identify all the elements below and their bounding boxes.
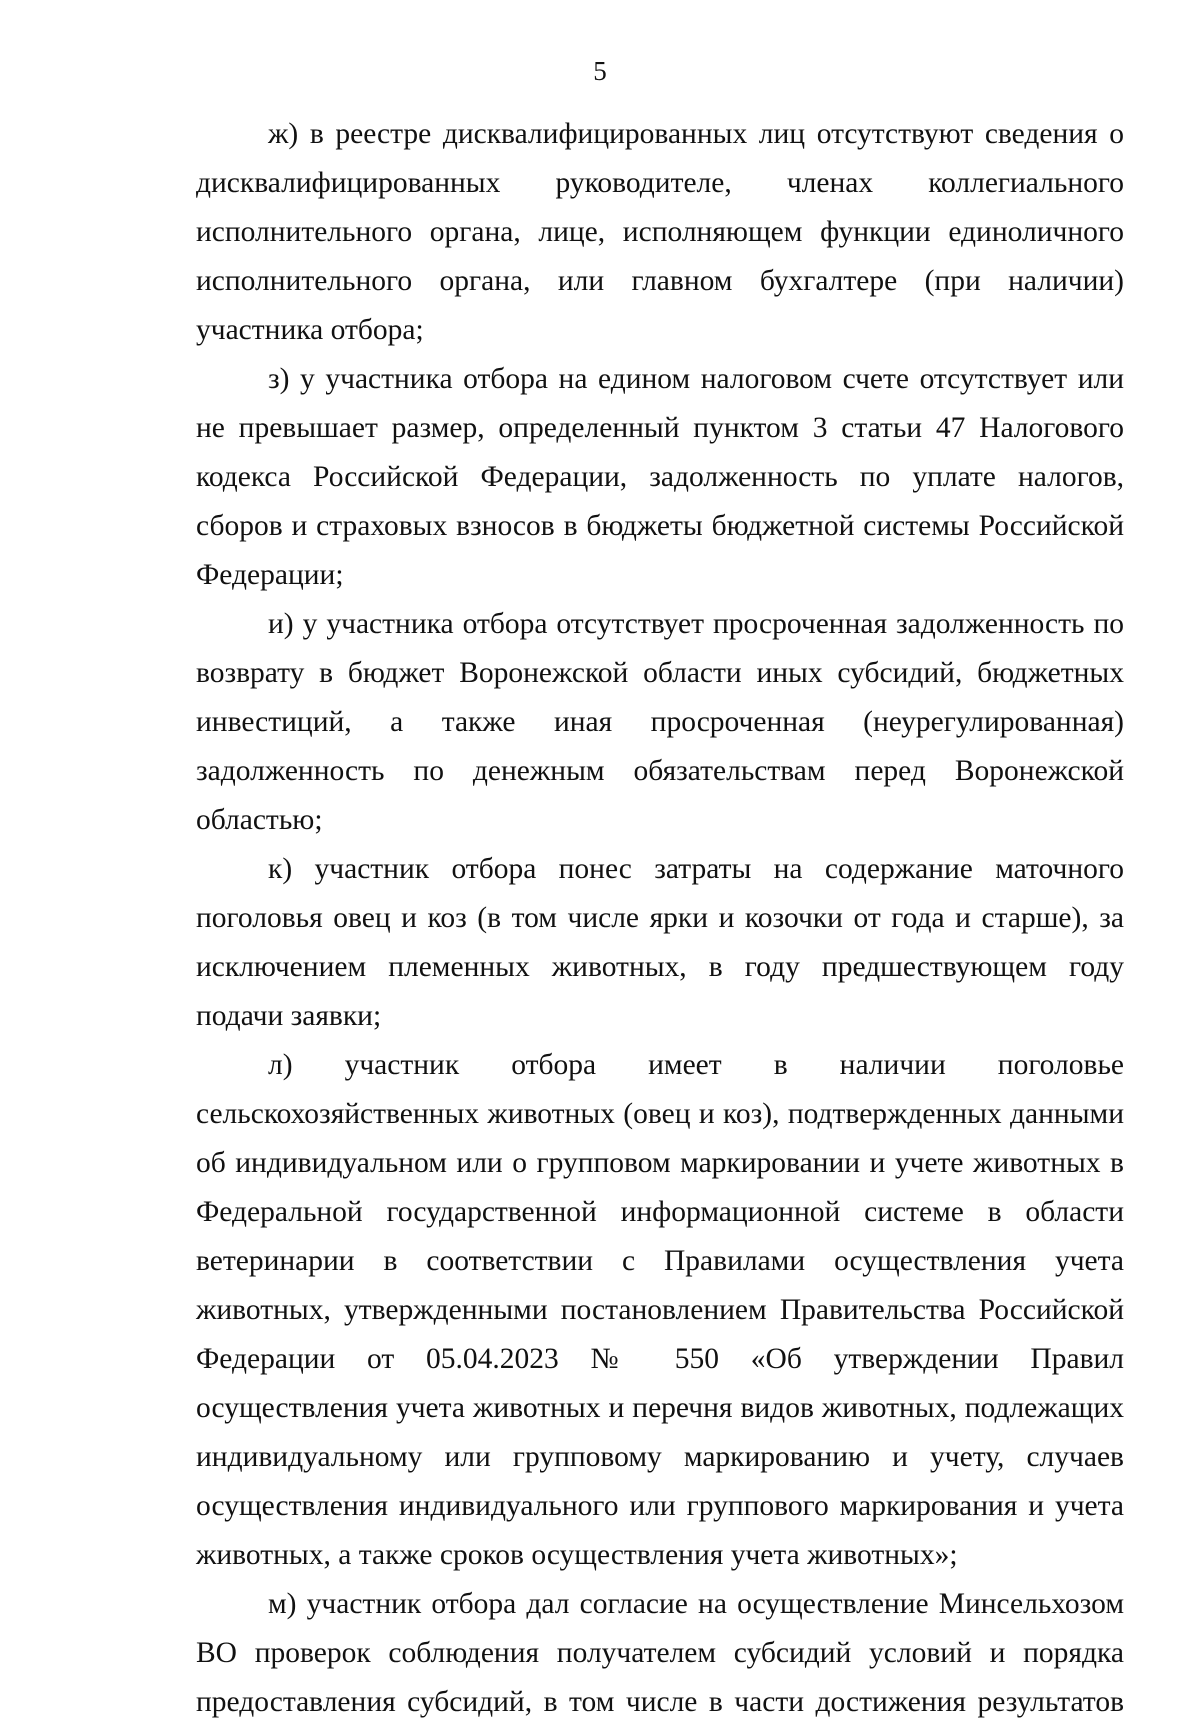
paragraph-m: м) участник отбора дал согласие на осуществление Минсельхозом ВО проверок соблюдения получателем субсидий условий и порядка предоставления субсидий, в том числе в части достижения результатов (196, 1588, 1124, 1718)
document-body (196, 110, 1124, 1727)
paragraph-zh: ж) в реестре дисквалифицированных лиц отсутствуют сведения о дисквалифицированных руководителе, членах коллегиального исполнительного органа, лице, исполняющем функции единоличного исполнительного органа, или главном бухгалтере (при наличии) участника отбора; (196, 118, 1124, 346)
paragraph-z: з) у участника отбора на едином налоговом счете отсутствует или не превышает размер, определенный пунктом 3 статьи 47 Налогового кодекса Российской Федерации, задолженность по уплате налогов, сборов и страховых взносов в бюджеты бюджетной системы Российской Федерации; (196, 363, 1124, 591)
page-number: 5 (593, 56, 607, 86)
paragraph-l: л) участник отбора имеет в наличии поголовье сельскохозяйственных животных (овец и коз), подтвержденных данными об индивидуальном или о групповом маркировании и учете животных в Федеральной государственной информационной системе в области ветеринарии в соответствии с Правилами осуществления учета животных, утвержденными постановлением Правительства Российской Федерации от 05.04.2023 № 550 «Об утверждении Правил осуществления учета животных и перечня видов животных, подлежащих индивидуальному или групповому маркированию и учету, случаев осуществления индивидуального или группового маркирования и учета животных, а также сроков осуществления учета животных»; (196, 1049, 1124, 1571)
paragraph-i: и) у участника отбора отсутствует просроченная задолженность по возврату в бюджет Воронежской области иных субсидий, бюджетных инвестиций, а также иная просроченная (неурегулированная) задолженность по денежным обязательствам перед Воронежской областью; (196, 608, 1124, 836)
paragraph-k: к) участник отбора понес затраты на содержание маточного поголовья овец и коз (в том числе ярки и козочки от года и старше), за исключением племенных животных, в году предшествующем году подачи заявки; (196, 853, 1124, 1032)
